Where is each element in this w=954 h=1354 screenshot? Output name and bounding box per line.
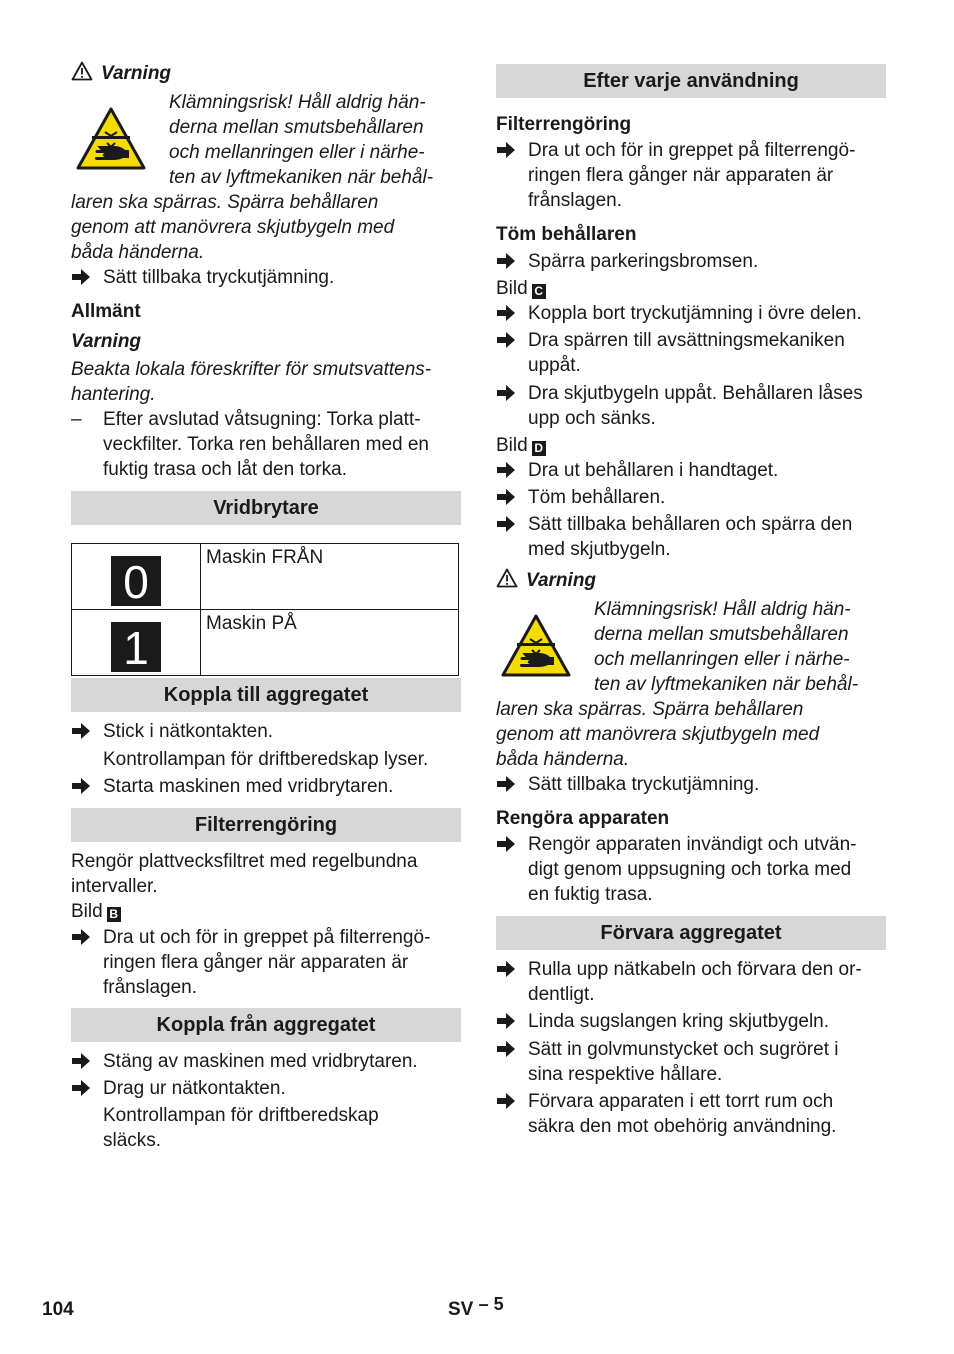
warning-text: Beakta lokala föreskrifter för smutsvattens- hantering.	[71, 359, 432, 405]
bullet-item: Drag ur nätkontakten.	[71, 1076, 461, 1101]
bullet-item: Koppla bort tryckutjämning i övre delen.	[496, 301, 886, 326]
bullet-item: Spärra parkeringsbromsen.	[496, 249, 886, 274]
section-header-koppla-till: Koppla till aggregatet	[71, 678, 461, 712]
arrow-icon	[496, 331, 516, 349]
warning-text-indented: Klämningsrisk! Håll aldrig hän- derna mellan smutsbehållaren och mellanringen eller i närhe- ten av lyftmekaniken när behål-	[169, 92, 434, 188]
bullet-item: Töm behållaren.	[496, 485, 886, 510]
crush-hazard-icon	[500, 613, 572, 679]
crush-hazard-icon	[75, 106, 147, 172]
bullet-item: Dra ut och för in greppet på filterrengö- ringen flera gånger när apparaten är frånslagen.	[496, 138, 886, 213]
section-header-forvara: Förvara aggregatet	[496, 916, 886, 950]
section-header-filterrengoring: Filterrengöring	[71, 808, 461, 842]
section-subtitle: Töm behållaren	[496, 224, 637, 245]
warning-text: laren ska spärras. Spärra behållaren genom att manövrera skjutbygeln med båda händerna.	[496, 699, 820, 770]
arrow-icon	[496, 252, 516, 270]
figure-badge: C	[532, 284, 546, 299]
arrow-icon	[496, 488, 516, 506]
bullet-item: Förvara apparaten i ett torrt rum och säkra den mot obehörig användning.	[496, 1089, 886, 1139]
bullet-item: Stick i nätkontakten.	[71, 719, 461, 744]
arrow-icon	[71, 268, 91, 286]
arrow-icon	[71, 722, 91, 740]
section-subtitle: Allmänt	[71, 301, 141, 322]
warning-triangle-icon	[496, 568, 518, 588]
arrow-icon	[496, 1092, 516, 1110]
bullet-item: Linda sugslangen kring skjutbygeln.	[496, 1009, 886, 1034]
arrow-icon	[71, 777, 91, 795]
warning-text: laren ska spärras. Spärra behållaren genom att manövrera skjutbygeln med båda händerna.	[71, 192, 395, 263]
page-number: 104	[42, 1299, 74, 1320]
arrow-icon	[496, 835, 516, 853]
bullet-note: Kontrollampan för driftberedskap släcks.	[103, 1105, 379, 1151]
dash-mark: –	[71, 409, 82, 430]
bullet-note: Kontrollampan för driftberedskap lyser.	[103, 749, 429, 770]
switch-symbol-off: 0	[111, 556, 161, 606]
arrow-icon	[496, 775, 516, 793]
arrow-icon	[496, 384, 516, 402]
arrow-icon	[496, 141, 516, 159]
warning-heading: Varning	[496, 568, 596, 593]
figure-badge: D	[532, 441, 546, 456]
section-subtitle: Rengöra apparaten	[496, 808, 670, 829]
arrow-icon	[496, 1040, 516, 1058]
arrow-icon	[496, 1012, 516, 1030]
figure-badge: B	[107, 907, 121, 922]
bullet-item: Sätt tillbaka behållaren och spärra den med skjutbygeln.	[496, 512, 886, 562]
bullet-item: Starta maskinen med vridbrytaren.	[71, 774, 461, 799]
bullet-item: Rulla upp nätkabeln och förvara den or- dentligt.	[496, 957, 886, 1007]
switch-table	[71, 543, 459, 676]
figure-reference: Bild D	[496, 433, 886, 458]
bullet-item: Rengör apparaten invändigt och utvän- digt genom uppsugning och torka med en fuktig trasa.	[496, 832, 886, 907]
section-header-koppla-fran: Koppla från aggregatet	[71, 1008, 461, 1042]
arrow-icon	[71, 1052, 91, 1070]
table-row	[72, 610, 459, 676]
warning-text-indented: Klämningsrisk! Håll aldrig hän- derna mellan smutsbehållaren och mellanringen eller i närhe- ten av lyftmekaniken när behål-	[594, 599, 859, 695]
bullet-item: Dra ut och för in greppet på filterrengö- ringen flera gånger när apparaten är frånslagen.	[71, 925, 461, 1000]
footer-lang: SV – 5	[448, 1294, 504, 1320]
footer-section: – 5	[478, 1294, 504, 1314]
table-cell: Maskin PÅ	[201, 610, 459, 676]
arrow-icon	[496, 960, 516, 978]
table-cell: Maskin FRÅN	[201, 544, 459, 610]
bullet-item: Dra spärren till avsättningsmekaniken uppåt.	[496, 328, 886, 378]
arrow-icon	[71, 928, 91, 946]
table-row	[72, 544, 459, 610]
bullet-item: Stäng av maskinen med vridbrytaren.	[71, 1049, 461, 1074]
arrow-icon	[496, 461, 516, 479]
arrow-icon	[496, 515, 516, 533]
arrow-icon	[71, 1079, 91, 1097]
switch-symbol-on: 1	[111, 622, 161, 672]
section-header-vridbrytare: Vridbrytare	[71, 491, 461, 525]
bullet-item: Sätt tillbaka tryckutjämning.	[71, 265, 461, 290]
warning-heading: Varning	[71, 61, 171, 86]
bullet-item: Sätt in golvmunstycket och sugröret i sina respektive hållare.	[496, 1037, 886, 1087]
bullet-item: Dra skjutbygeln uppåt. Behållaren låses upp och sänks.	[496, 381, 886, 431]
warning-label: Varning	[71, 331, 142, 352]
bullet-item: Dra ut behållaren i handtaget.	[496, 458, 886, 483]
arrow-icon	[496, 304, 516, 322]
section-subtitle: Filterrengöring	[496, 114, 632, 135]
dash-item: – Efter avslutad våtsugning: Torka platt- veckfilter. Torka ren behållaren med en fuktig trasa och låt den torka.	[71, 409, 429, 480]
warning-triangle-icon	[71, 61, 93, 81]
paragraph: Rengör plattvecksfiltret med regelbundna intervaller.	[71, 851, 418, 897]
figure-reference: Bild B	[71, 899, 461, 924]
section-header-efter-varje-anvandning: Efter varje användning	[496, 64, 886, 98]
bullet-item: Sätt tillbaka tryckutjämning.	[496, 772, 886, 797]
figure-reference: Bild C	[496, 276, 886, 301]
